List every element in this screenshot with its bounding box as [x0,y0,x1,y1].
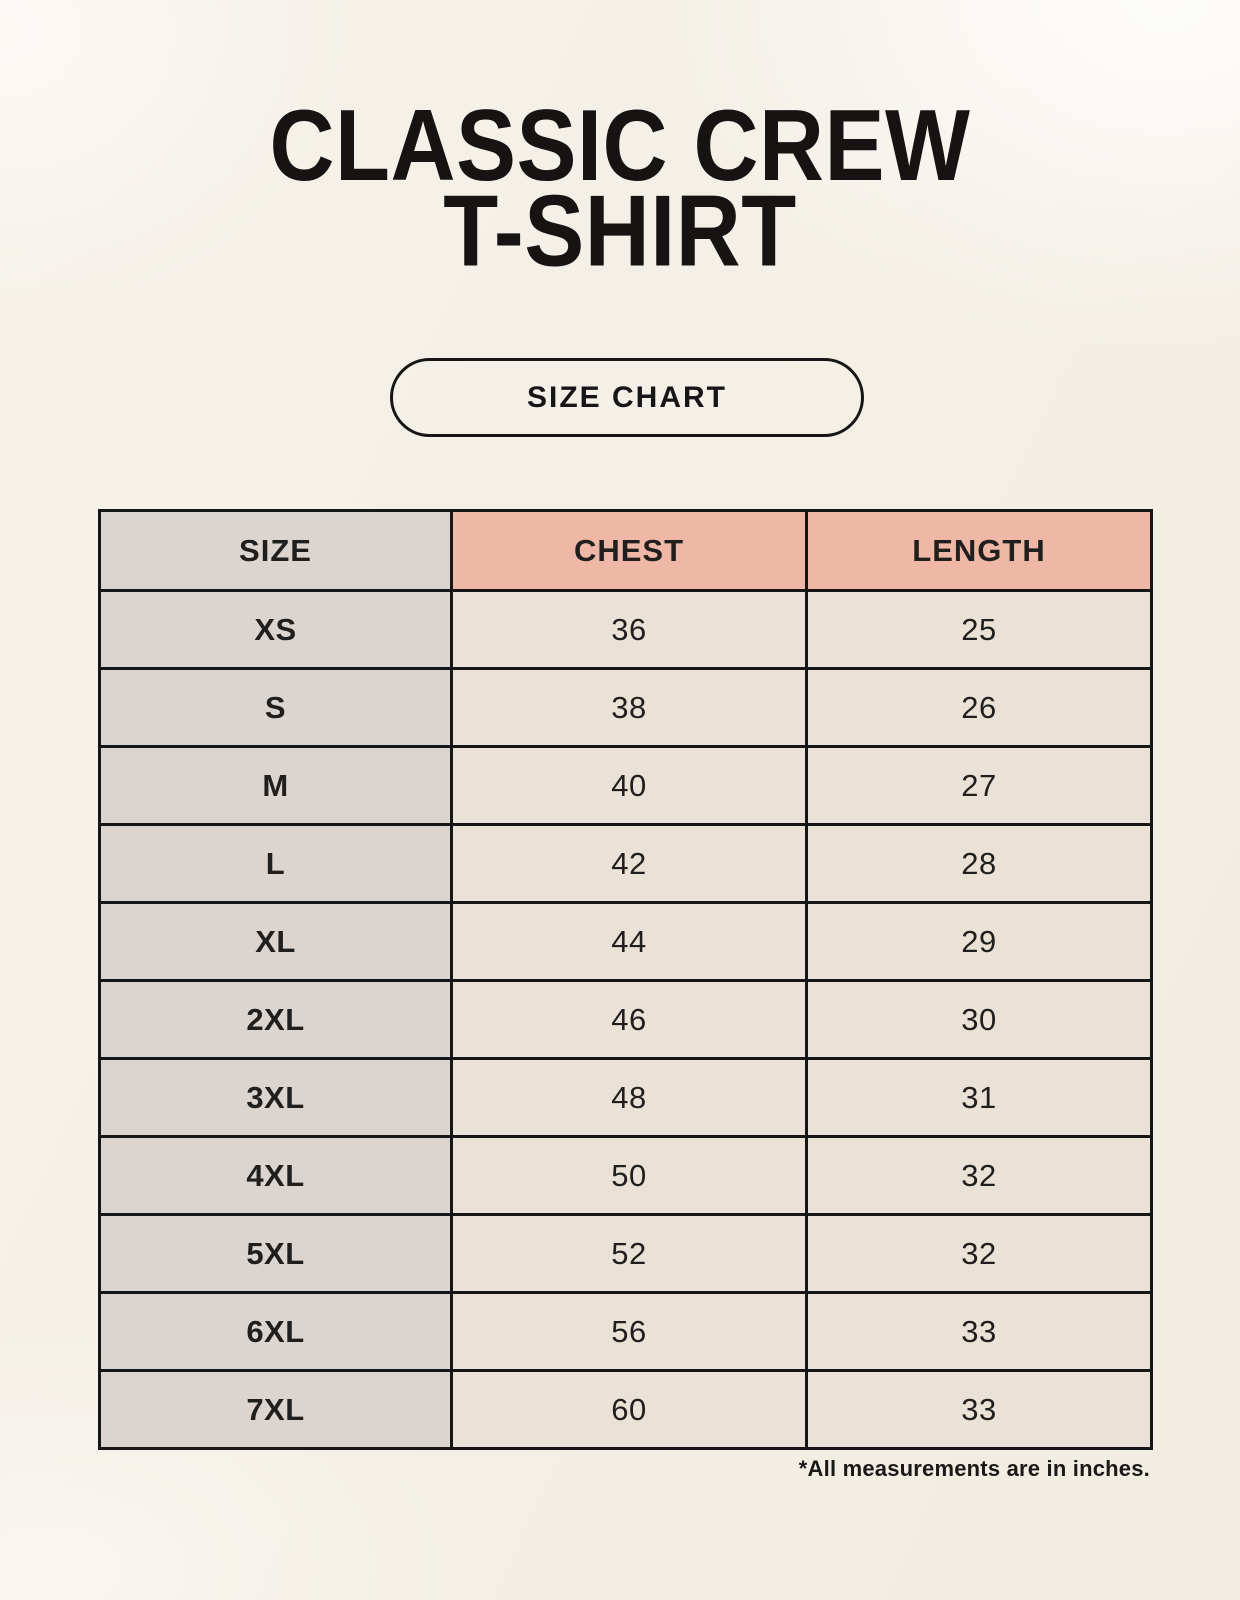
size-cell: 4XL [100,1137,452,1215]
size-table-row [100,669,1152,747]
size-cell: XS [100,591,452,669]
chest-cell: 44 [452,903,807,981]
size-cell: 5XL [100,1215,452,1293]
size-cell: XL [100,903,452,981]
measurements-footnote: *All measurements are in inches. [798,1456,1150,1481]
size-cell: M [100,747,452,825]
size-table-row [100,1215,1152,1293]
chest-cell: 56 [452,1293,807,1371]
length-cell: 29 [807,903,1152,981]
size-table-row [100,903,1152,981]
length-cell: 26 [807,669,1152,747]
chest-cell: 36 [452,591,807,669]
size-table-body [100,591,1152,1449]
length-cell: 30 [807,981,1152,1059]
size-chart-button[interactable] [390,358,864,437]
length-cell: 31 [807,1059,1152,1137]
size-cell: S [100,669,452,747]
size-cell: L [100,825,452,903]
chest-cell: 52 [452,1215,807,1293]
size-table [98,509,1153,1450]
page-title [0,90,1240,288]
length-cell: 25 [807,591,1152,669]
chest-cell: 48 [452,1059,807,1137]
size-table-row [100,981,1152,1059]
size-cell: 2XL [100,981,452,1059]
length-cell: 27 [807,747,1152,825]
length-cell: 33 [807,1293,1152,1371]
chest-cell: 50 [452,1137,807,1215]
size-table-header-row [100,511,1152,591]
chest-cell: 60 [452,1371,807,1449]
chest-cell: 46 [452,981,807,1059]
size-table-row [100,825,1152,903]
length-cell: 32 [807,1215,1152,1293]
size-cell: 3XL [100,1059,452,1137]
chest-cell: 38 [452,669,807,747]
size-table-row [100,1371,1152,1449]
length-cell: 32 [807,1137,1152,1215]
column-header-size: SIZE [100,511,452,591]
chest-cell: 40 [452,747,807,825]
size-cell: 6XL [100,1293,452,1371]
length-cell: 33 [807,1371,1152,1449]
size-table-row [100,1137,1152,1215]
size-cell: 7XL [100,1371,452,1449]
length-cell: 28 [807,825,1152,903]
size-table-row [100,747,1152,825]
chest-cell: 42 [452,825,807,903]
size-table-row [100,591,1152,669]
size-chart-button-label: SIZE CHART [527,380,727,414]
title-line-1: CLASSIC CREW [269,90,971,203]
column-header-length: LENGTH [807,511,1152,591]
title-line-2: T-SHIRT [443,175,797,288]
size-table-row [100,1059,1152,1137]
column-header-chest: CHEST [452,511,807,591]
size-table-row [100,1293,1152,1371]
